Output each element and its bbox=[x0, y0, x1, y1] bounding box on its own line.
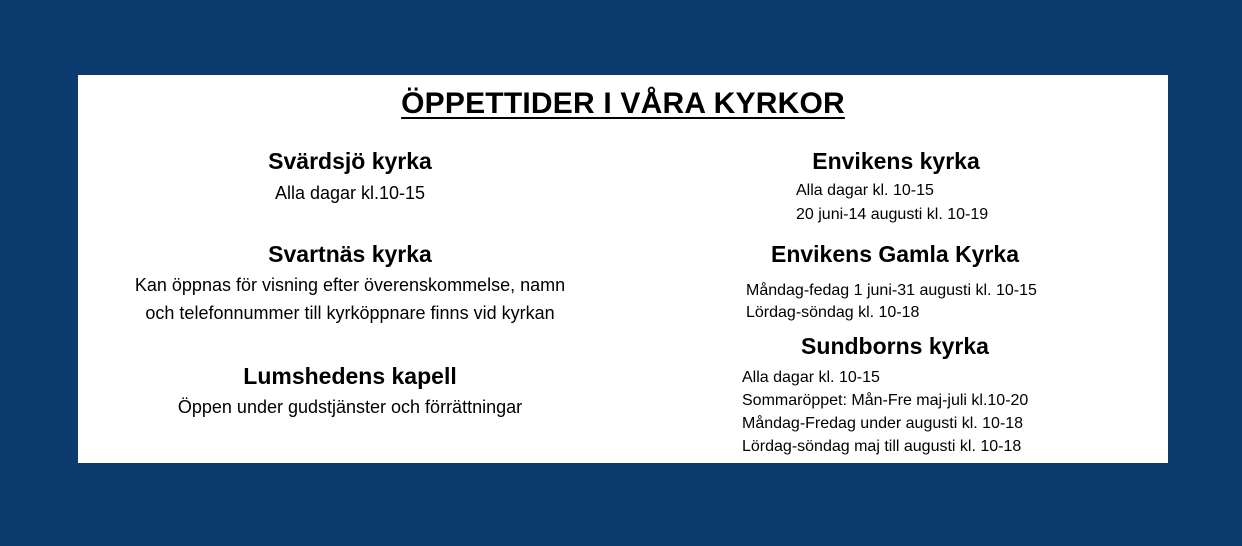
opening-hours-panel bbox=[78, 75, 1168, 463]
church-name-enviken-gamla: Envikens Gamla Kyrka bbox=[770, 241, 1020, 267]
church-hours-sundborn-3: Måndag-Fredag under augusti kl. 10-18 bbox=[742, 415, 1024, 432]
church-name-svartnas: Svartnäs kyrka bbox=[268, 241, 432, 267]
church-name-sundborn: Sundborns kyrka bbox=[801, 333, 989, 359]
church-info-svartnas-1: Kan öppnas för visning efter överenskommelse, namn bbox=[134, 275, 566, 295]
church-hours-enviken-1: Alla dagar kl. 10-15 bbox=[796, 182, 934, 199]
church-info-lumsheden-1: Öppen under gudstjänster och förrättningar bbox=[177, 397, 523, 417]
church-hours-sundborn-1: Alla dagar kl. 10-15 bbox=[742, 369, 880, 386]
page-title: ÖPPETTIDER I VÅRA KYRKOR bbox=[401, 87, 845, 120]
church-hours-enviken-gamla-2: Lördag-söndag kl. 10-18 bbox=[746, 304, 920, 321]
church-name-svardsjo: Svärdsjö kyrka bbox=[268, 148, 432, 174]
church-name-lumsheden: Lumshedens kapell bbox=[243, 363, 457, 389]
church-hours-enviken-gamla-1: Måndag-fedag 1 juni-31 augusti kl. 10-15 bbox=[746, 282, 1037, 299]
church-name-enviken: Envikens kyrka bbox=[812, 148, 980, 174]
church-hours-sundborn-4: Lördag-söndag maj till augusti kl. 10-18 bbox=[742, 438, 1022, 455]
church-hours-svardsjo-1: Alla dagar kl.10-15 bbox=[274, 183, 426, 203]
church-hours-sundborn-2: Sommaröppet: Mån-Fre maj-juli kl.10-20 bbox=[742, 392, 1029, 409]
church-hours-enviken-2: 20 juni-14 augusti kl. 10-19 bbox=[796, 206, 989, 223]
church-info-svartnas-2: och telefonnummer till kyrköppnare finns vid kyrkan bbox=[145, 303, 555, 323]
